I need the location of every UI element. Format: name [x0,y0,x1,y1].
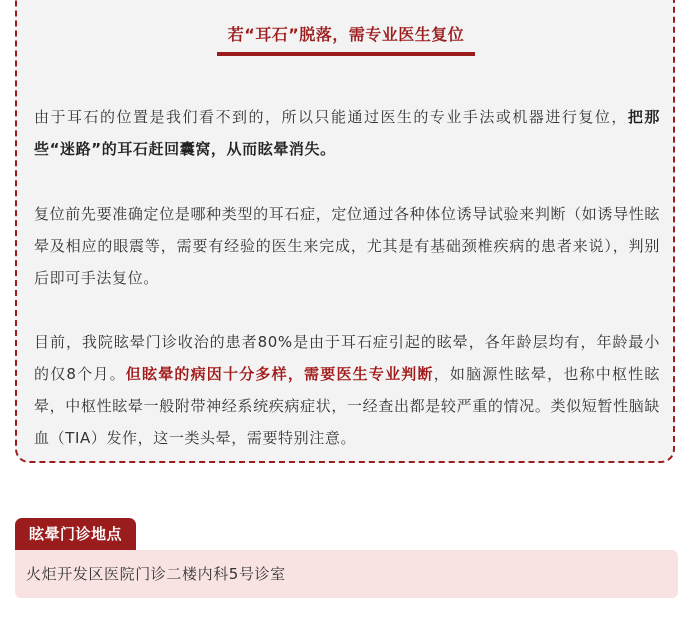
paragraph-emphasis: 把那些“迷路”的耳石赶回囊窝，从而眩晕消失。 [34,108,661,158]
heading-underline [217,52,475,56]
paragraph-highlight: 但眩晕的病因十分多样，需要医生专业判断 [125,365,434,383]
paragraph-diagnosis: 复位前先要准确定位是哪种类型的耳石症，定位通过各种体位诱导试验来判断（如诱导性眩晕及相应的眼震等，需要有经验的医生来完成，尤其是有基础颈椎疾病的患者来说），判别后即可手法复位。 [34,205,660,287]
paragraph-text: 目前，我院眩晕门诊收治的患者80%是由于耳石症引起的眩晕，各年龄层均有，年龄最小的仅8个月。 [34,333,660,383]
paragraph-reposition [34,101,660,165]
paragraph-text: 由于耳石的位置是我们看不到的，所以只能通过医生的专业手法或机器进行复位， [34,108,628,126]
clinic-address: 火炬开发区医院门诊二楼内科5号诊室 [15,550,678,598]
paragraph-text: ，如脑源性眩晕，也称中枢性眩晕，中枢性眩晕一般附带神经系统疾病症状，一经查出都是较严重的情况。类似短暂性脑缺血（TIA）发作，这一类头晕，需要特别注意。 [34,365,660,447]
section-heading: 若“耳石”脱落，需专业医生复位 [227,25,465,44]
clinic-location-label: 眩晕门诊地点 [15,518,136,550]
paragraph-statistics [34,326,660,454]
